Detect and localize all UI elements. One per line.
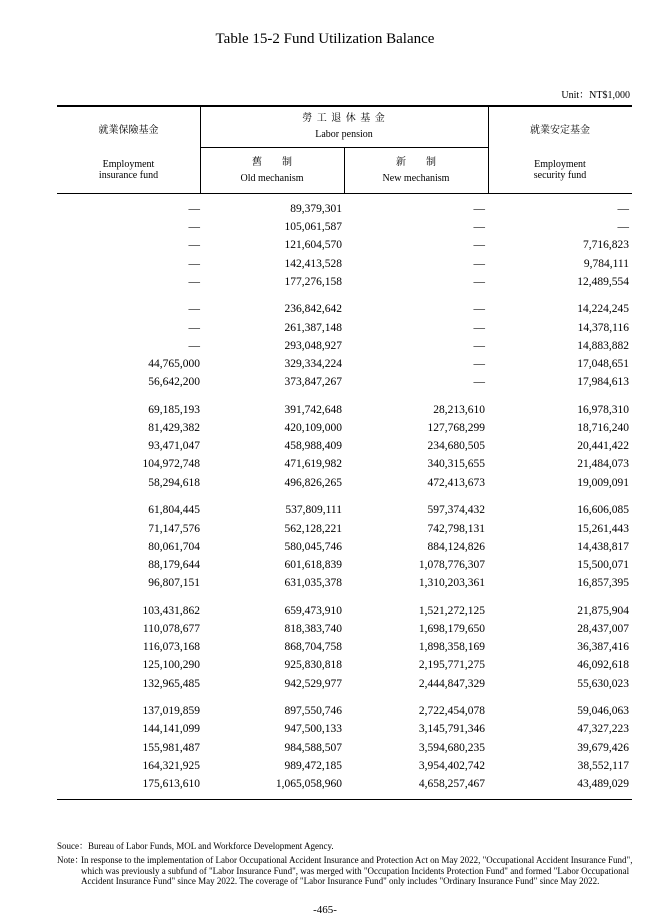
cell-value: 3,145,791,346 [418, 723, 485, 736]
cell-value: — [473, 275, 485, 288]
cell-new-mechanism [342, 273, 485, 291]
cell-value: 4,658,257,467 [418, 777, 485, 790]
col-labor-pension-zh: 勞 工 退 休 基 金 [302, 113, 386, 124]
cell-employment-security [485, 300, 629, 318]
cell-value: 47,327,223 [577, 723, 629, 736]
table-row [57, 501, 632, 519]
cell-value: — [473, 321, 485, 334]
cell-value: 472,413,673 [427, 476, 485, 489]
cell-value: 496,826,265 [284, 476, 342, 489]
cell-value: 2,195,771,275 [418, 659, 485, 672]
table-row [57, 300, 632, 318]
cell-value: 38,552,117 [577, 759, 629, 772]
page-title: Table 15-2 Fund Utilization Balance [215, 31, 435, 47]
cell-employment-insurance [57, 602, 200, 620]
table-row [57, 337, 632, 355]
cell-value: 21,875,904 [577, 604, 629, 617]
cell-value: 61,804,445 [148, 504, 200, 517]
cell-new-mechanism [342, 775, 485, 793]
cell-employment-insurance [57, 556, 200, 574]
table-row [57, 675, 632, 693]
cell-employment-security [485, 401, 629, 419]
cell-employment-security [485, 419, 629, 437]
cell-value: 96,807,151 [148, 577, 200, 590]
cell-value: 44,765,000 [148, 358, 200, 370]
table-row [57, 638, 632, 656]
cell-old-mechanism [200, 455, 342, 473]
cell-value: 59,046,063 [577, 705, 629, 718]
cell-value: 14,438,817 [577, 540, 629, 553]
table-row [57, 656, 632, 674]
cell-value: 818,383,740 [284, 622, 342, 635]
cell-value: 9,784,111 [583, 257, 629, 270]
cell-old-mechanism [200, 501, 342, 519]
fund-table [57, 105, 632, 800]
cell-value: 88,179,644 [148, 558, 200, 571]
cell-value: 868,704,758 [284, 641, 342, 654]
cell-employment-security [485, 602, 629, 620]
cell-employment-insurance [57, 200, 200, 218]
cell-new-mechanism [342, 501, 485, 519]
cell-value: 116,073,168 [142, 641, 200, 654]
table-row [57, 775, 632, 793]
cell-value: 58,294,618 [148, 476, 200, 489]
cell-employment-insurance [57, 373, 200, 391]
cell-value: — [473, 239, 485, 252]
cell-employment-insurance [57, 236, 200, 254]
cell-value: 293,048,927 [284, 339, 342, 352]
cell-employment-security [485, 319, 629, 337]
cell-value: 155,981,487 [142, 741, 200, 754]
cell-value: 39,679,426 [577, 741, 629, 754]
col-labor-pension-en: Labor pension [315, 129, 373, 140]
cell-value: 164,321,925 [142, 759, 200, 772]
cell-value: 15,261,443 [577, 522, 629, 535]
table-row [57, 757, 632, 775]
cell-old-mechanism [200, 373, 342, 391]
cell-value: 175,613,610 [142, 777, 200, 790]
cell-value: 2,722,454,078 [418, 705, 485, 718]
cell-value: 597,374,432 [427, 504, 485, 517]
cell-new-mechanism [342, 739, 485, 757]
cell-new-mechanism [342, 218, 485, 236]
cell-employment-insurance [57, 656, 200, 674]
table-row [57, 474, 632, 492]
table-row [57, 255, 632, 273]
cell-value: 420,109,000 [284, 422, 342, 435]
cell-employment-security [485, 538, 629, 556]
cell-new-mechanism [342, 602, 485, 620]
cell-value: — [473, 257, 485, 270]
table-row [57, 236, 632, 254]
cell-value: 103,431,862 [142, 604, 200, 617]
cell-value: 69,185,193 [148, 403, 200, 416]
cell-value: — [473, 203, 485, 215]
cell-old-mechanism [200, 775, 342, 793]
cell-new-mechanism [342, 337, 485, 355]
cell-old-mechanism [200, 273, 342, 291]
cell-new-mechanism [342, 638, 485, 656]
cell-old-mechanism [200, 401, 342, 419]
cell-employment-insurance [57, 401, 200, 419]
cell-value: 580,045,746 [284, 540, 342, 553]
cell-employment-insurance [57, 437, 200, 455]
cell-value: 36,387,416 [577, 641, 629, 654]
cell-employment-security [485, 337, 629, 355]
col-old-mechanism-en: Old mechanism [240, 173, 304, 184]
cell-value: 391,742,648 [284, 403, 342, 416]
cell-value: 329,334,224 [284, 358, 342, 370]
table-row [57, 273, 632, 291]
cell-old-mechanism [200, 474, 342, 492]
cell-new-mechanism [342, 300, 485, 318]
col-employment-insurance-zh: 就業保險基金 [98, 125, 159, 136]
cell-value: 127,768,299 [427, 422, 485, 435]
cell-value: — [188, 321, 200, 334]
cell-value: 137,019,859 [142, 705, 200, 718]
group-spacer [57, 693, 632, 703]
table-header [57, 107, 632, 194]
table-row [57, 702, 632, 720]
cell-new-mechanism [342, 373, 485, 391]
cell-value: — [188, 257, 200, 270]
cell-employment-insurance [57, 620, 200, 638]
cell-employment-security [485, 720, 629, 738]
cell-employment-security [485, 373, 629, 391]
cell-value: 989,472,185 [284, 759, 342, 772]
cell-value: — [188, 239, 200, 252]
cell-value: 3,594,680,235 [418, 741, 485, 754]
cell-value: 340,315,655 [427, 458, 485, 471]
cell-employment-security [485, 273, 629, 291]
cell-value: 7,716,823 [583, 239, 629, 252]
cell-value: 14,224,245 [577, 303, 629, 316]
cell-value: 177,276,158 [284, 275, 342, 288]
footnote-text: In response to the implementation of Labor Occupational Accident Insurance and Protection Act on May 2022, "Occupational Accident Insurance Fund", which was previously a subfund of "Labor Insurance Fund", was merged with "Occupation Incidents Protection Fund" and formed "Labor Occupational Accident Insurance Fund" since May 2022. The coverage of "Labor Insurance Fund" only includes "Ordinary Insurance Fund" since May 2022. [81, 855, 633, 886]
cell-employment-insurance [57, 574, 200, 592]
cell-new-mechanism [342, 538, 485, 556]
cell-value: — [617, 221, 629, 234]
cell-value: — [473, 303, 485, 316]
cell-old-mechanism [200, 620, 342, 638]
cell-value: 144,141,099 [142, 723, 200, 736]
cell-value: — [473, 358, 485, 370]
cell-employment-security [485, 556, 629, 574]
cell-new-mechanism [342, 720, 485, 738]
cell-old-mechanism [200, 419, 342, 437]
cell-value: 16,606,085 [577, 504, 629, 517]
cell-employment-insurance [57, 337, 200, 355]
cell-new-mechanism [342, 455, 485, 473]
group-spacer [57, 592, 632, 602]
cell-value: 471,619,982 [284, 458, 342, 471]
cell-value: 16,978,310 [577, 403, 629, 416]
table-body [57, 194, 632, 799]
cell-value: 71,147,576 [148, 522, 200, 535]
cell-value: 93,471,047 [148, 440, 200, 453]
cell-value: — [188, 275, 200, 288]
cell-value: 631,035,378 [284, 577, 342, 590]
cell-employment-insurance [57, 501, 200, 519]
cell-old-mechanism [200, 437, 342, 455]
footnote-label: Note： [57, 855, 84, 865]
table-row [57, 218, 632, 236]
cell-employment-security [485, 355, 629, 373]
cell-old-mechanism [200, 556, 342, 574]
cell-value: 1,698,179,650 [418, 622, 485, 635]
cell-value: 142,413,528 [284, 257, 342, 270]
cell-new-mechanism [342, 757, 485, 775]
cell-value: 104,972,748 [142, 458, 200, 471]
table-row [57, 355, 632, 373]
cell-value: 20,441,422 [577, 440, 629, 453]
cell-employment-security [485, 574, 629, 592]
cell-value: 925,830,818 [284, 659, 342, 672]
cell-employment-insurance [57, 638, 200, 656]
group-spacer [57, 391, 632, 401]
table-row [57, 455, 632, 473]
cell-value: 1,078,776,307 [418, 558, 485, 571]
table-row [57, 620, 632, 638]
table-row [57, 538, 632, 556]
cell-employment-security [485, 501, 629, 519]
cell-employment-insurance [57, 319, 200, 337]
cell-new-mechanism [342, 419, 485, 437]
col-new-mechanism-zh: 新 制 [396, 157, 436, 168]
cell-value: 132,965,485 [142, 677, 200, 690]
cell-value: 1,310,203,361 [418, 577, 485, 590]
cell-employment-security [485, 520, 629, 538]
cell-value: — [188, 303, 200, 316]
cell-value: 55,630,023 [577, 677, 629, 690]
cell-value: 3,954,402,742 [418, 759, 485, 772]
header-divider [344, 148, 345, 193]
cell-value: — [473, 376, 485, 389]
cell-employment-insurance [57, 419, 200, 437]
table-row [57, 556, 632, 574]
cell-old-mechanism [200, 602, 342, 620]
cell-employment-security [485, 757, 629, 775]
cell-value: — [188, 203, 200, 215]
cell-value: 234,680,505 [427, 440, 485, 453]
col-new-mechanism-en: New mechanism [382, 173, 450, 184]
cell-old-mechanism [200, 255, 342, 273]
unit-label: Unit：NT$1,000 [561, 90, 630, 101]
cell-new-mechanism [342, 200, 485, 218]
cell-value: 742,798,131 [427, 522, 485, 535]
cell-employment-security [485, 775, 629, 793]
cell-value: 21,484,073 [577, 458, 629, 471]
cell-new-mechanism [342, 702, 485, 720]
cell-value: — [188, 221, 200, 234]
cell-old-mechanism [200, 656, 342, 674]
group-spacer [57, 291, 632, 301]
cell-value: — [617, 203, 629, 215]
cell-employment-security [485, 739, 629, 757]
cell-value: 1,898,358,169 [418, 641, 485, 654]
cell-value: 15,500,071 [577, 558, 629, 571]
cell-old-mechanism [200, 200, 342, 218]
cell-employment-security [485, 218, 629, 236]
cell-value: 942,529,977 [284, 677, 342, 690]
cell-value: 18,716,240 [577, 422, 629, 435]
cell-value: 16,857,395 [577, 577, 629, 590]
table-row [57, 602, 632, 620]
cell-value: 46,092,618 [577, 659, 629, 672]
header-divider [200, 147, 488, 148]
col-employment-insurance-en: Employment insurance fund [98, 159, 159, 181]
cell-employment-insurance [57, 702, 200, 720]
cell-old-mechanism [200, 236, 342, 254]
cell-employment-insurance [57, 218, 200, 236]
cell-old-mechanism [200, 739, 342, 757]
cell-employment-insurance [57, 255, 200, 273]
cell-new-mechanism [342, 520, 485, 538]
cell-old-mechanism [200, 520, 342, 538]
cell-new-mechanism [342, 556, 485, 574]
cell-new-mechanism [342, 437, 485, 455]
col-employment-security-en: Employment security fund [533, 159, 587, 181]
footnote [57, 855, 634, 887]
cell-value: 81,429,382 [148, 422, 200, 435]
cell-value: 56,642,200 [148, 376, 200, 389]
cell-value: 17,984,613 [577, 376, 629, 389]
source-note: Souce：Bureau of Labor Funds, MOL and Workforce Development Agency. [57, 841, 334, 851]
cell-employment-security [485, 455, 629, 473]
cell-new-mechanism [342, 574, 485, 592]
cell-old-mechanism [200, 638, 342, 656]
table-row [57, 520, 632, 538]
cell-employment-insurance [57, 355, 200, 373]
cell-employment-security [485, 638, 629, 656]
cell-old-mechanism [200, 757, 342, 775]
cell-old-mechanism [200, 355, 342, 373]
cell-employment-security [485, 656, 629, 674]
cell-employment-security [485, 474, 629, 492]
cell-old-mechanism [200, 538, 342, 556]
cell-value: 458,988,409 [284, 440, 342, 453]
cell-employment-security [485, 702, 629, 720]
cell-value: 897,550,746 [284, 705, 342, 718]
cell-employment-insurance [57, 455, 200, 473]
cell-employment-insurance [57, 474, 200, 492]
cell-value: 884,124,826 [427, 540, 485, 553]
cell-old-mechanism [200, 337, 342, 355]
group-spacer [57, 492, 632, 502]
cell-old-mechanism [200, 720, 342, 738]
cell-new-mechanism [342, 255, 485, 273]
table-row [57, 401, 632, 419]
table-row [57, 739, 632, 757]
cell-value: 537,809,111 [285, 504, 342, 517]
table-row [57, 720, 632, 738]
cell-employment-insurance [57, 300, 200, 318]
cell-value: 261,387,148 [284, 321, 342, 334]
cell-value: 236,842,642 [284, 303, 342, 316]
cell-employment-insurance [57, 520, 200, 538]
cell-employment-security [485, 437, 629, 455]
cell-new-mechanism [342, 355, 485, 373]
cell-old-mechanism [200, 300, 342, 318]
cell-old-mechanism [200, 218, 342, 236]
cell-value: 28,437,007 [577, 622, 629, 635]
cell-value: 89,379,301 [290, 203, 342, 215]
cell-value: 125,100,290 [142, 659, 200, 672]
cell-value: 1,065,058,960 [275, 777, 342, 790]
col-employment-security-zh: 就業安定基金 [530, 125, 590, 136]
page-number: -465- [313, 904, 337, 916]
cell-value: 121,604,570 [284, 239, 342, 252]
cell-value: — [473, 339, 485, 352]
cell-value: 14,378,116 [577, 321, 629, 334]
cell-value: 947,500,133 [284, 723, 342, 736]
table-row [57, 574, 632, 592]
cell-new-mechanism [342, 675, 485, 693]
cell-value: 28,213,610 [433, 403, 485, 416]
cell-employment-insurance [57, 720, 200, 738]
col-old-mechanism-zh: 舊 制 [252, 157, 292, 168]
cell-employment-insurance [57, 675, 200, 693]
cell-new-mechanism [342, 656, 485, 674]
cell-old-mechanism [200, 574, 342, 592]
cell-value: 12,489,554 [577, 275, 629, 288]
table-row [57, 200, 632, 218]
cell-employment-insurance [57, 273, 200, 291]
cell-value: 14,883,882 [577, 339, 629, 352]
cell-new-mechanism [342, 319, 485, 337]
cell-value: 984,588,507 [284, 741, 342, 754]
table-row [57, 419, 632, 437]
cell-value: 17,048,651 [577, 358, 629, 370]
cell-value: 659,473,910 [284, 604, 342, 617]
cell-old-mechanism [200, 702, 342, 720]
table-row [57, 319, 632, 337]
cell-employment-security [485, 675, 629, 693]
cell-value: 105,061,587 [284, 221, 342, 234]
cell-new-mechanism [342, 474, 485, 492]
cell-new-mechanism [342, 236, 485, 254]
cell-old-mechanism [200, 319, 342, 337]
cell-value: 110,078,677 [142, 622, 200, 635]
table-row [57, 373, 632, 391]
cell-employment-insurance [57, 757, 200, 775]
cell-value: 80,061,704 [148, 540, 200, 553]
cell-old-mechanism [200, 675, 342, 693]
cell-employment-security [485, 255, 629, 273]
cell-value: 43,489,029 [577, 777, 629, 790]
cell-employment-security [485, 200, 629, 218]
cell-value: — [473, 221, 485, 234]
cell-value: 1,521,272,125 [418, 604, 485, 617]
cell-value: 373,847,267 [284, 376, 342, 389]
cell-value: 19,009,091 [577, 476, 629, 489]
cell-employment-insurance [57, 739, 200, 757]
table-row [57, 437, 632, 455]
cell-new-mechanism [342, 620, 485, 638]
cell-employment-security [485, 620, 629, 638]
cell-value: — [188, 339, 200, 352]
cell-employment-insurance [57, 538, 200, 556]
cell-employment-security [485, 236, 629, 254]
cell-value: 601,618,839 [284, 558, 342, 571]
cell-employment-insurance [57, 775, 200, 793]
cell-value: 562,128,221 [284, 522, 342, 535]
cell-value: 2,444,847,329 [418, 677, 485, 690]
cell-new-mechanism [342, 401, 485, 419]
